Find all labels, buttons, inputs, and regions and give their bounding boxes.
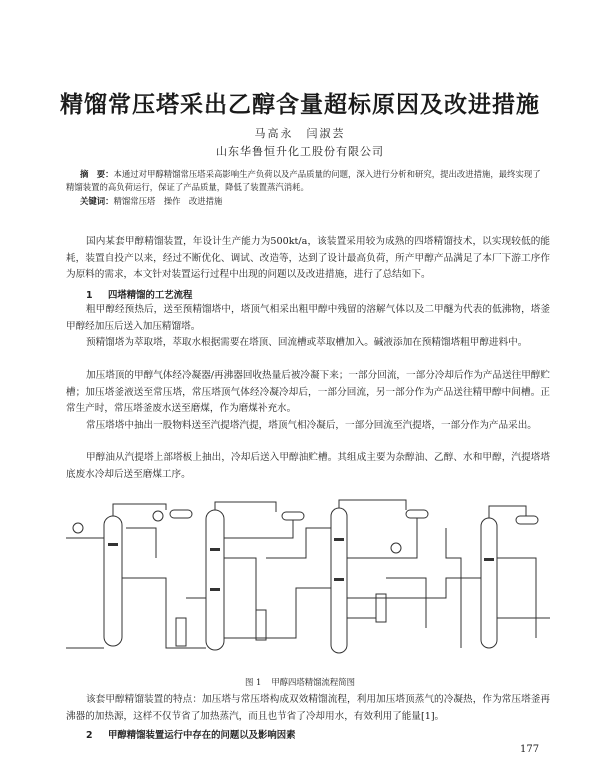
paper-title: 精馏常压塔采出乙醇含量超标原因及改进措施 xyxy=(60,92,540,118)
reflux-drum-4 xyxy=(516,516,538,524)
feed-tank xyxy=(176,618,186,646)
keywords-text: 精馏常压塔 操作 改进措施 xyxy=(113,196,223,206)
figure-number: 图 1 xyxy=(244,677,262,687)
section-2-title: 甲醇精馏装置运行中存在的问题以及影响因素 xyxy=(108,730,296,741)
keywords xyxy=(80,195,540,207)
section-1-title: 四塔精馏的工艺流程 xyxy=(108,290,193,301)
figure-caption-text: 甲醇四塔精馏流程简图 xyxy=(271,677,356,687)
pre-distillation-tower xyxy=(104,516,122,646)
affiliation: 山东华鲁恒升化工股份有限公司 xyxy=(216,145,384,158)
heat-exchanger-icon xyxy=(153,511,163,521)
cooler-icon xyxy=(391,543,401,553)
reflux-drum-1 xyxy=(170,510,192,518)
reboiler-1 xyxy=(256,610,266,640)
section-1-number: 1 xyxy=(86,290,93,301)
abstract xyxy=(66,168,546,194)
keywords-label: 关键词： xyxy=(80,196,114,206)
abstract-text: 本通过对甲醇精馏常压塔采高影响生产负荷以及产品质量的问题，深入进行分析和研究，提出改进措施，最终实现了精馏装置的高负荷运行，保证了产品质量，降低了装置蒸汽消耗。 xyxy=(66,169,541,192)
page-number: 177 xyxy=(520,744,540,755)
pressurized-tower xyxy=(206,510,224,650)
paragraph-6: 该套甲醇精馏装置的特点：加压塔与常压塔构成双效精馏流程，利用加压塔顶蒸气的冷凝热，作为常压塔釜再沸器的加热源，这样不仅节省了加热蒸汽，而且也节省了冷却用水，有效利用了能量[1]。 xyxy=(66,694,550,722)
section-2-number: 2 xyxy=(86,730,93,741)
tray-mark xyxy=(484,558,494,561)
tray-mark xyxy=(108,543,118,546)
paragraph-2: 预精馏塔为萃取塔，萃取水根据需要在塔顶、回流槽或萃取槽加入。碱液添加在预精馏塔粗甲醇进料中。 xyxy=(86,337,528,348)
paragraph-3: 加压塔顶的甲醇气体经冷凝器/再沸器回收热量后被冷凝下来；一部分回流，一部分冷却后作为产品送往甲醇贮槽；加压塔釜液送至常压塔，常压塔顶气体经冷凝冷却后，一部分回流，另一部分作为产品送往精甲醇中间槽。正常生产时，常压塔釜废水送至磨煤，作为磨煤补充水。 xyxy=(66,370,550,414)
tray-mark xyxy=(210,588,220,591)
section-1-heading xyxy=(86,287,192,301)
process-flow-diagram xyxy=(66,498,550,666)
figure-caption xyxy=(0,676,600,688)
intro-paragraph: 国内某套甲醇精馏装置，年设计生产能力为500kt/a，该装置采用较为成熟的四塔精馏技术，以实现较低的能耗，装置自投产以来，经过不断优化、调试、改造等，达到了设计最高负荷，所产甲醇产品满足了本厂下游工序作为原料的需求，本文针对装置运行过程中出现的问题以及改进措施，进行了总结如下。 xyxy=(66,236,550,280)
abstract-label: 摘 要： xyxy=(80,169,114,179)
condenser-icon xyxy=(73,523,83,533)
tray-mark xyxy=(334,538,344,541)
reflux-drum-3 xyxy=(406,510,428,518)
tray-mark xyxy=(334,578,344,581)
paragraph-5: 甲醇油从汽提塔上部塔板上抽出，冷却后送入甲醇油贮槽。其组成主要为杂醇油、乙醇、水和甲醇，汽提塔塔底废水冷却后送至磨煤工序。 xyxy=(66,452,550,480)
paragraph-4: 常压塔塔中抽出一股物料送至汽提塔汽提，塔顶气相冷凝后，一部分回流至汽提塔，一部分作为产品采出。 xyxy=(86,420,537,431)
section-2-heading xyxy=(86,727,296,741)
tray-mark xyxy=(210,548,220,551)
paragraph-1: 粗甲醇经预热后，送至预精馏塔中，塔顶气相采出粗甲醇中残留的溶解气体以及二甲醚为代表的低沸物，塔釜甲醇经加压后送入加压精馏塔。 xyxy=(66,304,550,332)
stripping-tower xyxy=(481,518,497,648)
reflux-drum-2 xyxy=(282,512,304,520)
authors: 马高永 闫淑芸 xyxy=(254,127,346,140)
